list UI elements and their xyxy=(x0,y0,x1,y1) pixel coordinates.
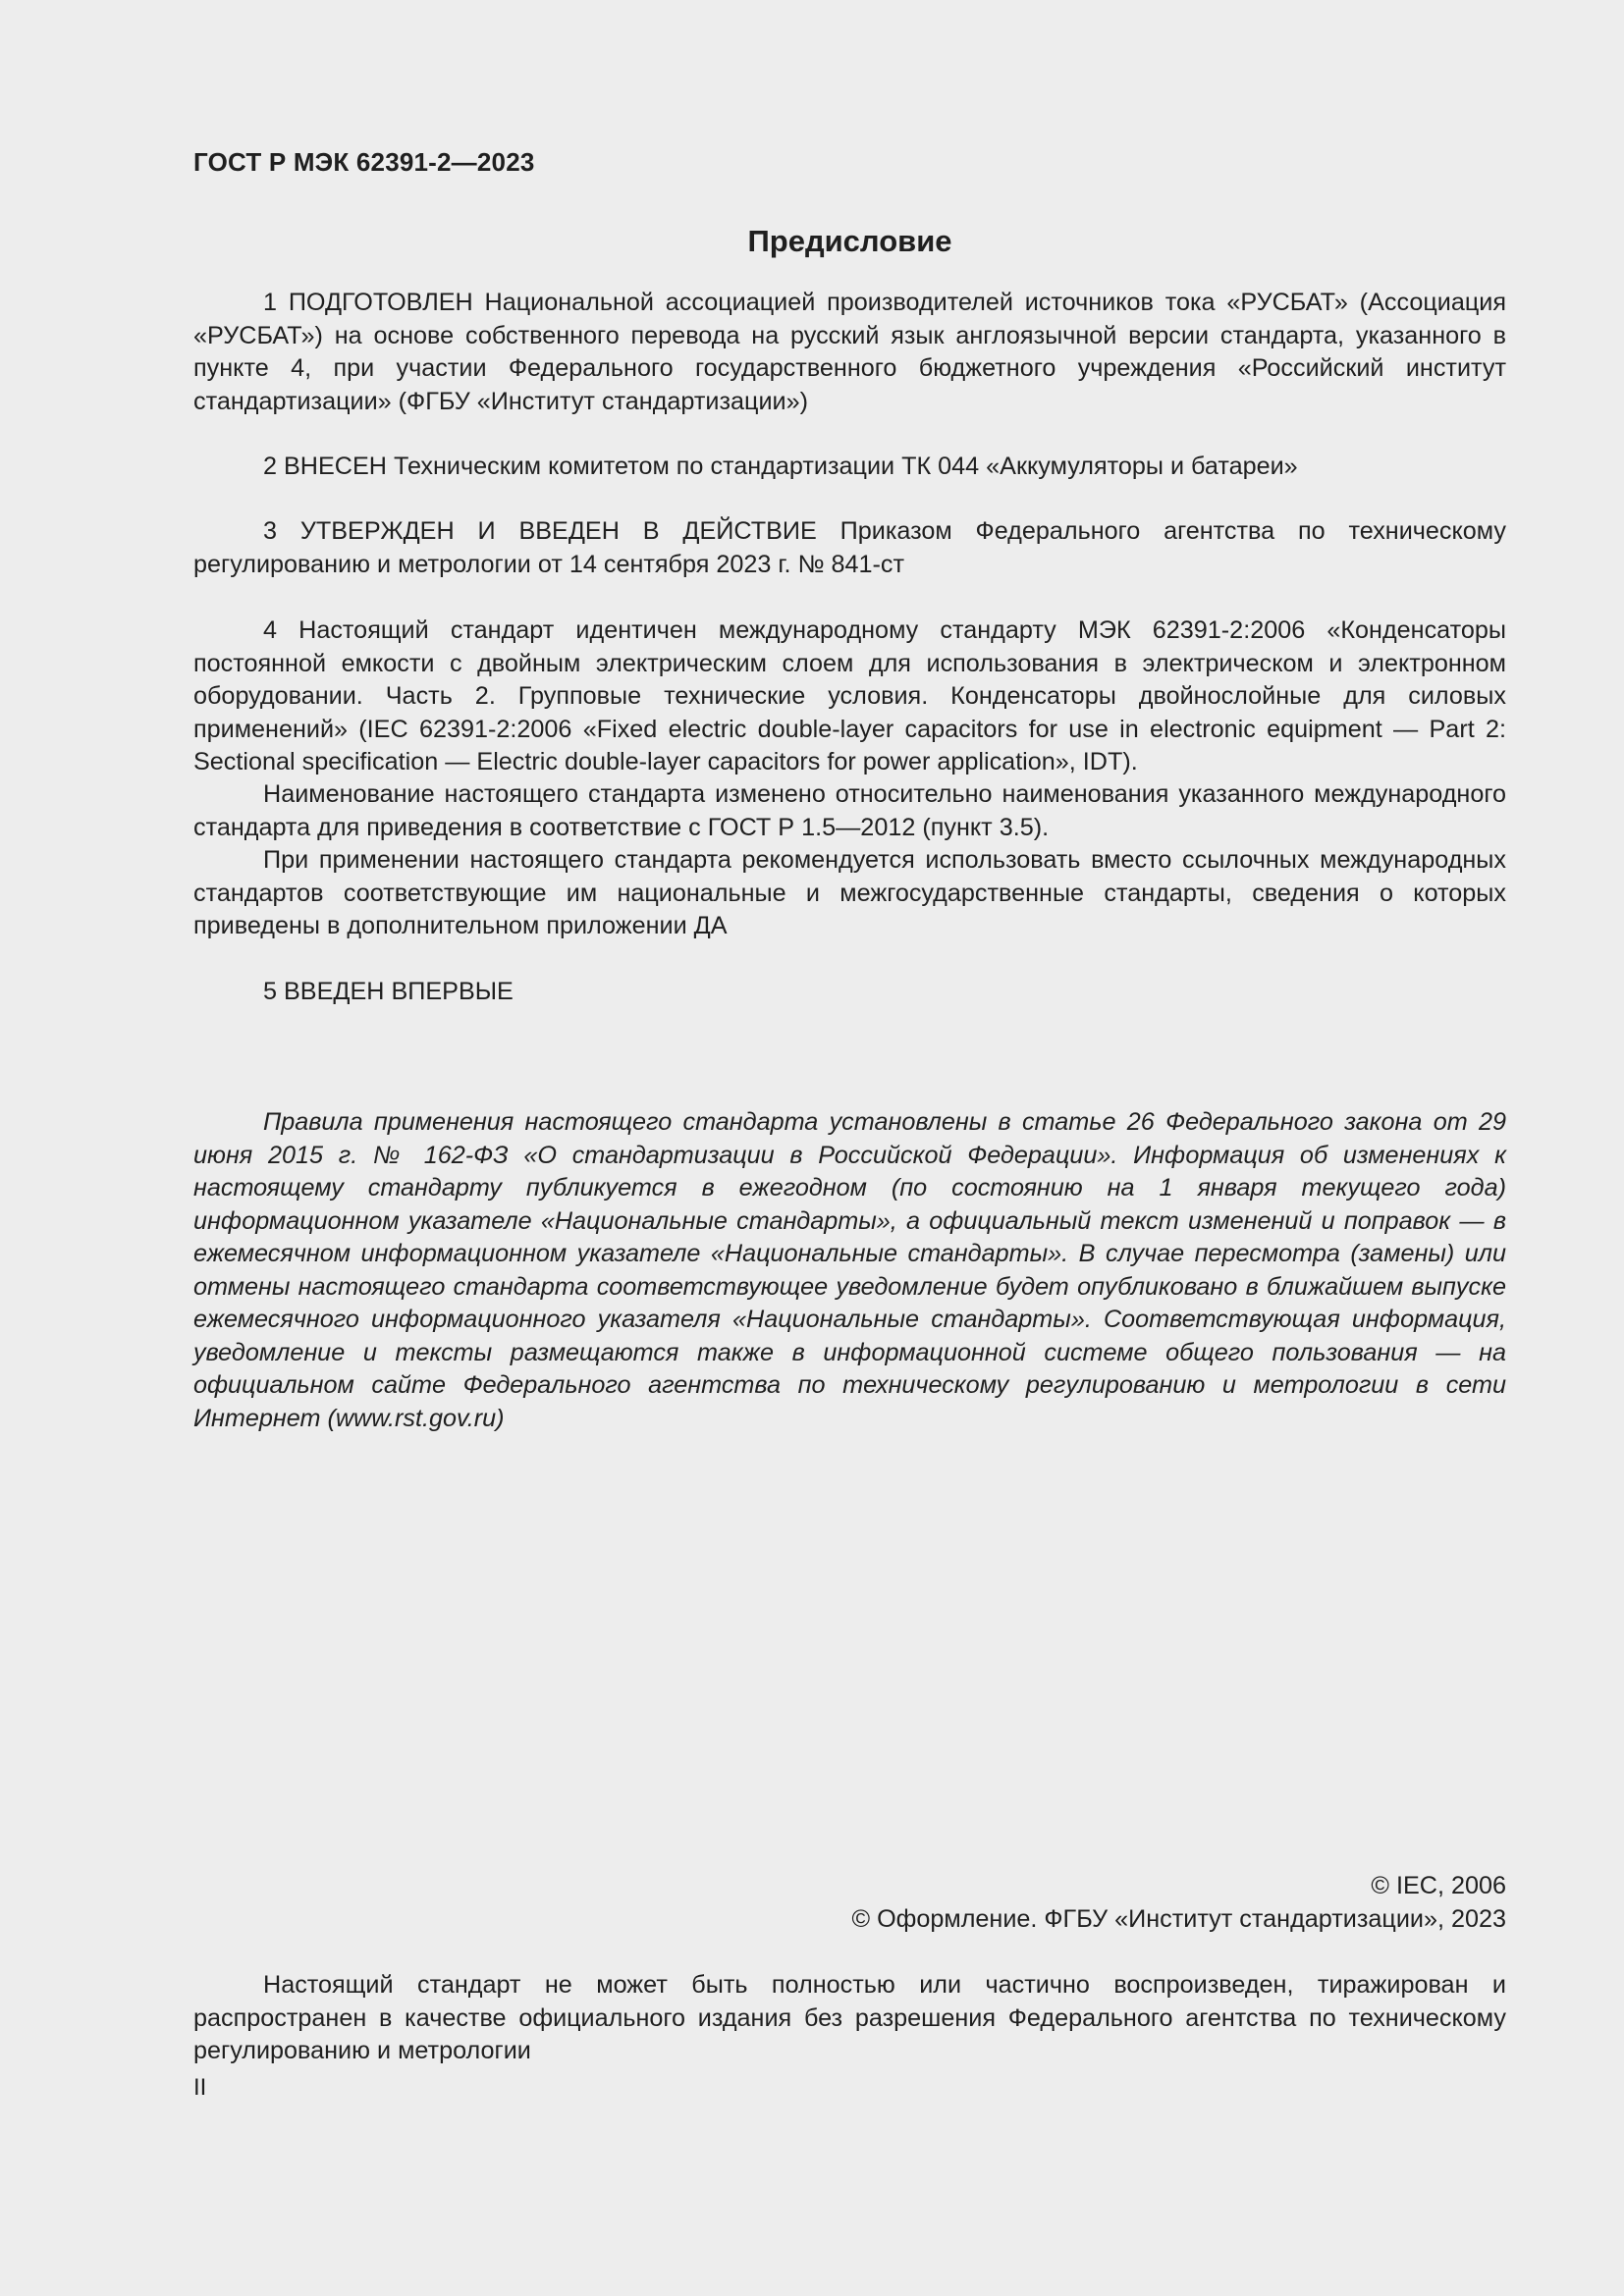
document-page xyxy=(193,0,1506,2296)
reproduction-notice: Настоящий стандарт не может быть полностью или частично воспроизведен, тиражирован и распространен в качестве официального издания без разрешения Федерального агентства по техническому регулированию и метрологии xyxy=(193,1971,1506,2064)
foreword-item-4-note-name: Наименование настоящего стандарта изменено относительно наименования указанного международного стандарта для приведения в соответствие с ГОСТ Р 1.5—2012 (пункт 3.5). xyxy=(193,780,1506,841)
page-title: Предисловие xyxy=(747,224,952,258)
rules-notice: Правила применения настоящего стандарта установлены в статье 26 Федерального закона от 29 июня 2015 г. № 162-ФЗ «О стандартизации в Российской Федерации». Информация об изменениях к настоящему стандарту публикуется в ежегодном (по состоянию на 1 января текущего года) информационном указателе «Национальные стандарты», а официальный текст изменений и поправок — в ежемесячном информационном указателе «Национальные стандарты». В случае пересмотра (замены) или отмены настоящего стандарта соответствующее уведомление будет опубликовано в ближайшем выпуске ежемесячного информационного указателя «Национальные стандарты». Соответствующая информация, уведомление и тексты размещаются также в информационной системе общего пользования — на официальном сайте Федерального агентства по техническому регулированию и метрологии в сети Интернет (www.rst.gov.ru) xyxy=(193,1108,1506,1432)
page-number: II xyxy=(193,2074,207,2101)
foreword-item-5: 5 ВВЕДЕН ВПЕРВЫЕ xyxy=(263,978,514,1005)
foreword-item-3: 3 УТВЕРЖДЕН И ВВЕДЕН В ДЕЙСТВИЕ Приказом Федерального агентства по техническому регулированию и метрологии от 14 сентября 2023 г. № 841-ст xyxy=(193,517,1506,578)
foreword-item-4: 4 Настоящий стандарт идентичен международному стандарту МЭК 62391-2:2006 «Конденсаторы постоянной емкости с двойным электрическим слоем для использования в электрическом и электронном оборудовании. Часть 2. Групповые технические условия. Конденсаторы двойнослойные для силовых применений» (IEC 62391-2:2006 «Fixed electric double-layer capacitors for use in electronic equipment — Part 2: Sectional specification — Electric double-layer capacitors for power application», IDT). xyxy=(193,616,1506,775)
foreword-item-1: 1 ПОДГОТОВЛЕН Национальной ассоциацией производителей источников тока «РУСБАТ» (Ассоциация «РУСБАТ») на основе собственного перевода на русский язык англоязычной версии стандарта, указанного в пункте 4, при участии Федерального государственного бюджетного учреждения «Российский институт стандартизации» (ФГБУ «Институт стандартизации») xyxy=(193,289,1506,415)
foreword-item-2: 2 ВНЕСЕН Техническим комитетом по стандартизации ТК 044 «Аккумуляторы и батареи» xyxy=(263,453,1298,480)
foreword-item-4-note-refs: При применении настоящего стандарта рекомендуется использовать вместо ссылочных международных стандартов соответствующие им национальные и межгосударственные стандарты, сведения о которых приведены в дополнительном приложении ДА xyxy=(193,846,1506,939)
copyright-design: © Оформление. ФГБУ «Институт стандартизации», 2023 xyxy=(851,1905,1506,1933)
standard-code: ГОСТ Р МЭК 62391-2—2023 xyxy=(193,147,535,177)
copyright-iec: © IEC, 2006 xyxy=(1371,1872,1506,1899)
